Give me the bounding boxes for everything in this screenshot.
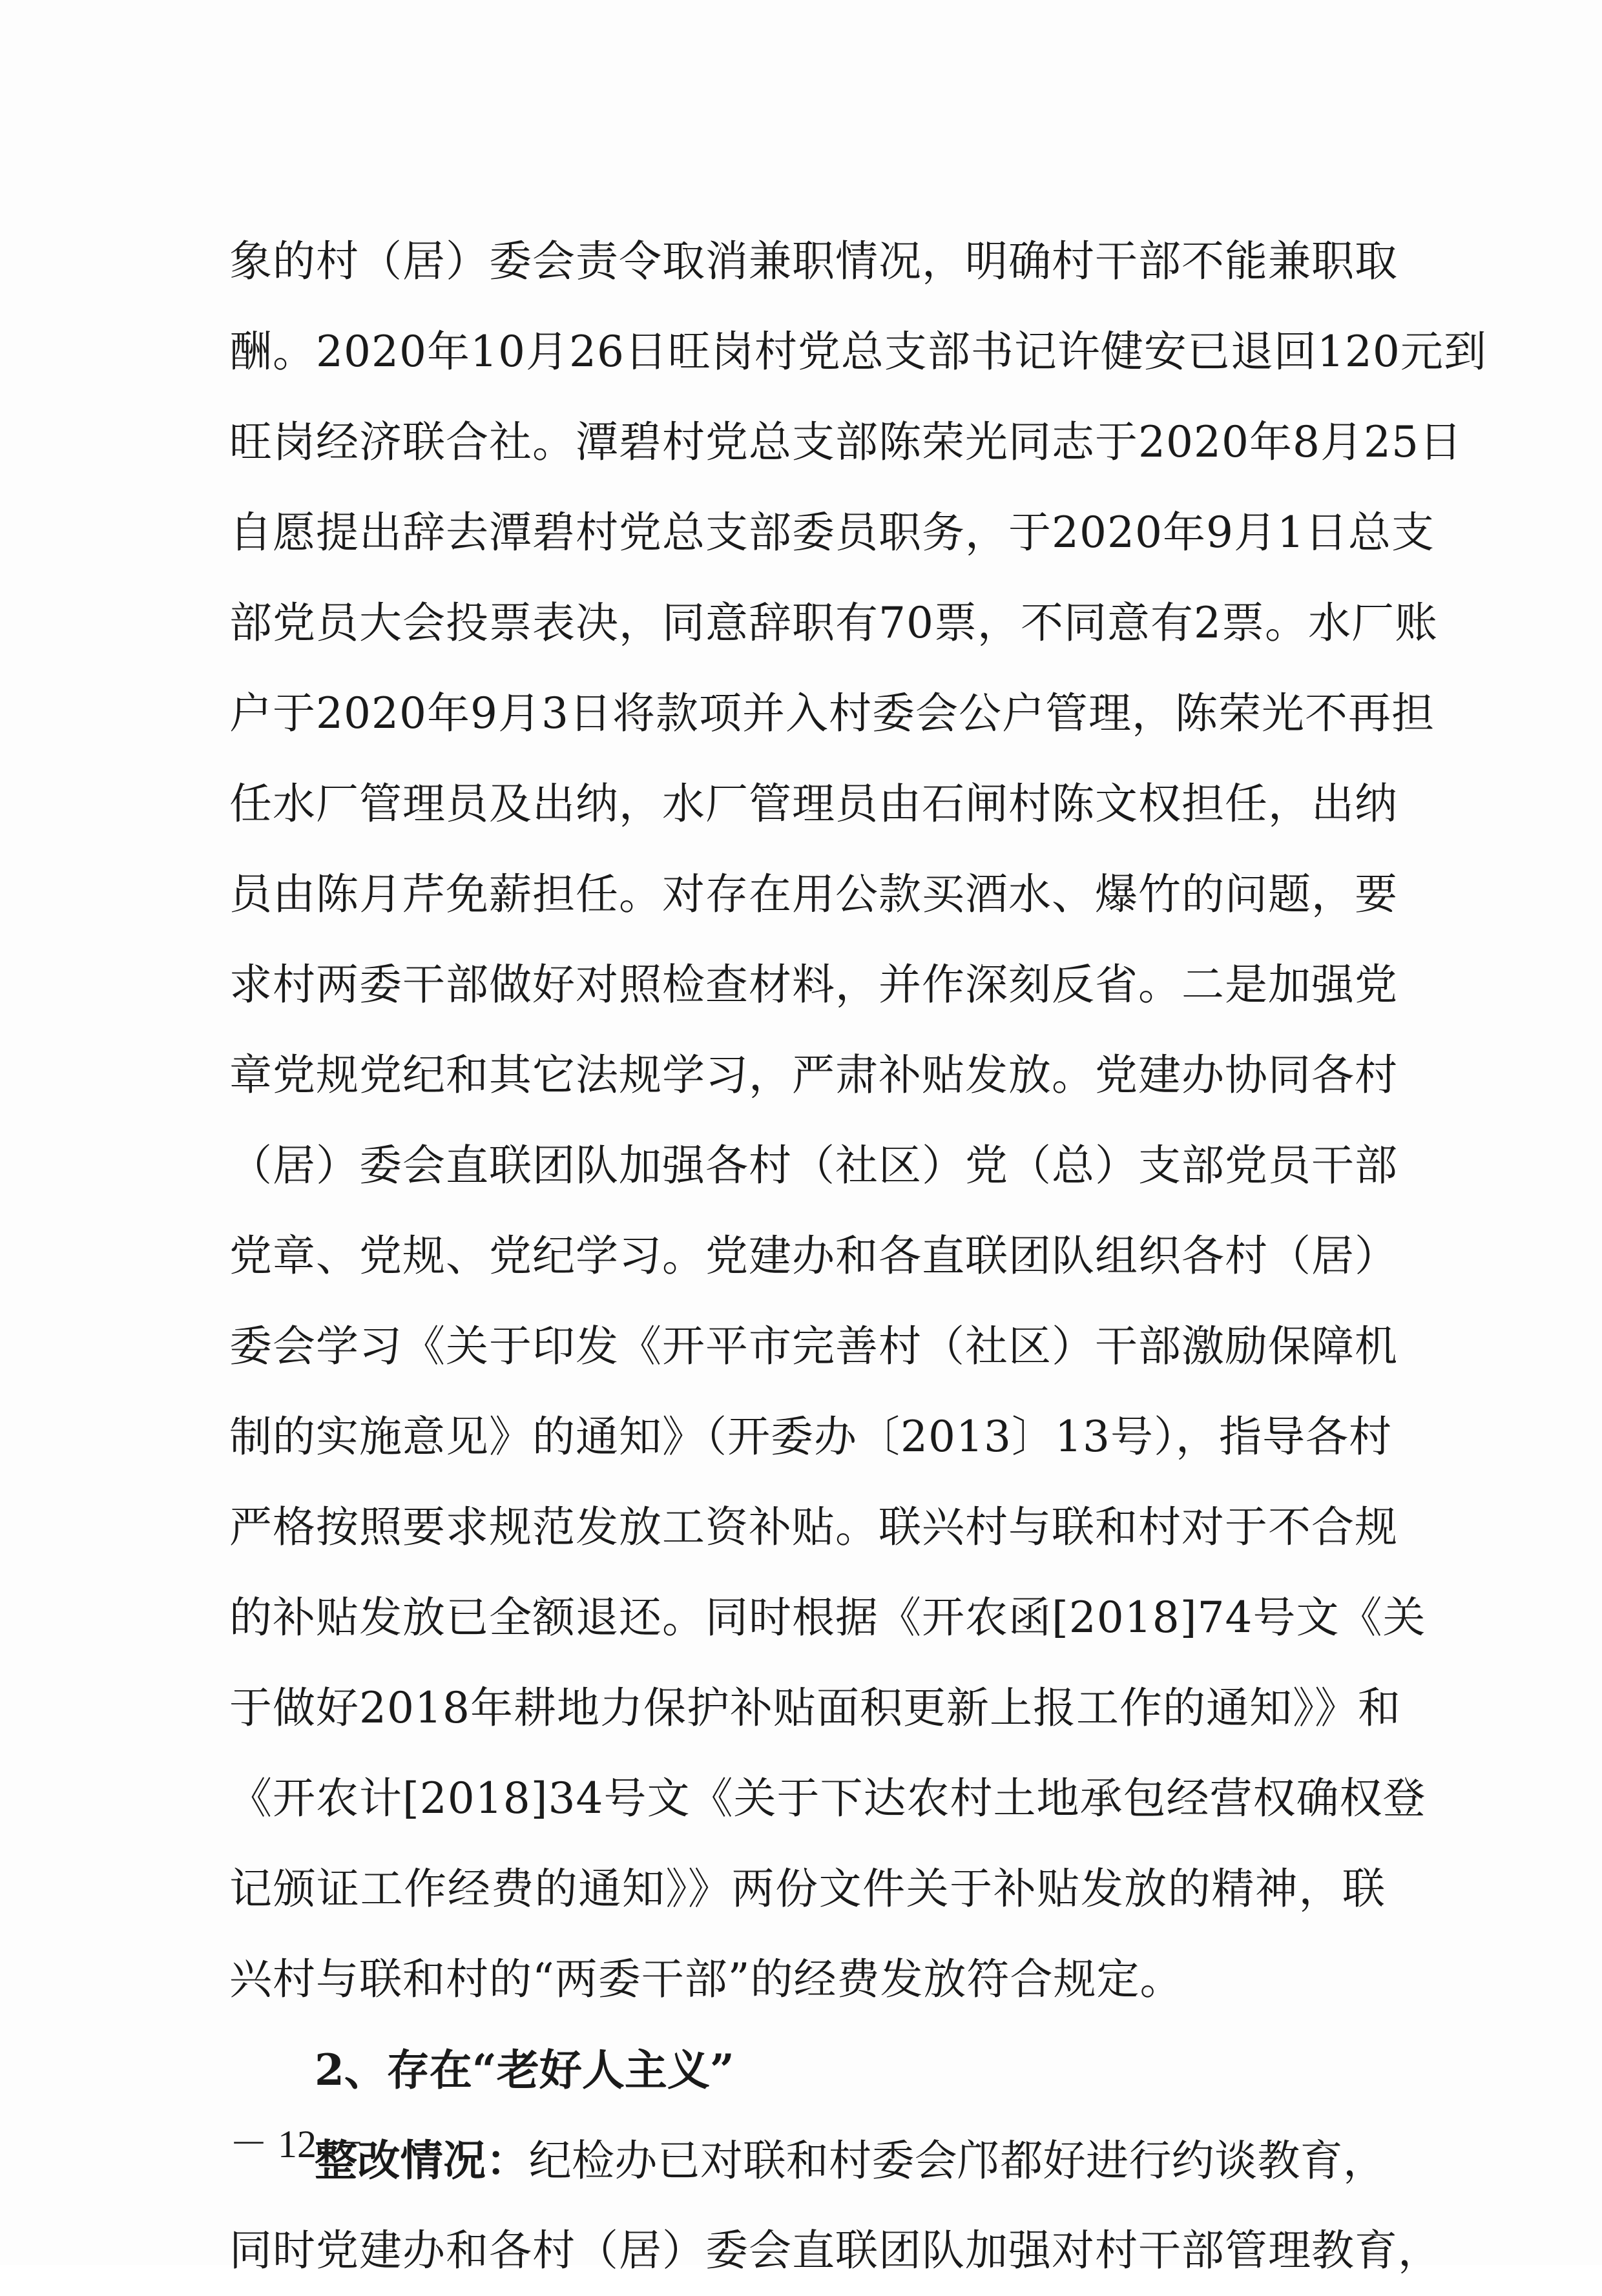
text-line: 兴村与联和村的“两委干部”的经费发放符合规定。 (229, 1954, 1183, 2004)
text-line: 旺岗经济联合社。潭碧村党总支部陈荣光同志于2020年8月25日 (229, 417, 1462, 467)
text-line: 象的村（居）委会责令取消兼职情况，明确村干部不能兼职取 (229, 236, 1398, 286)
page-number: － 12 － (229, 2123, 365, 2166)
rectification-paragraph (229, 2115, 1386, 2206)
rectification-label: 整改情况： (315, 2135, 529, 2186)
body-text (229, 216, 1487, 2296)
text-line: 酬。2020年10月26日旺岗村党总支部书记许健安已退回120元到 (229, 327, 1487, 377)
text-line: 任水厂管理员及出纳，水厂管理员由石闸村陈文权担任，出纳 (229, 779, 1398, 829)
text-line: 员由陈月芹免薪担任。对存在用公款买酒水、爆竹的问题，要 (229, 869, 1398, 919)
rectification-text: 纪检办已对联和村委会邝都好进行约谈教育， (528, 2136, 1386, 2186)
text-line: 制的实施意见》的通知》（开委办〔2013〕13号），指导各村 (229, 1412, 1392, 1462)
text-line: 委会学习《关于印发《开平市完善村（社区）干部激励保障机 (229, 1321, 1398, 1371)
text-line: （居）委会直联团队加强各村（社区）党（总）支部党员干部 (229, 1141, 1398, 1190)
text-line: 记颁证工作经费的通知》》两份文件关于补贴发放的精神，联 (229, 1864, 1386, 1914)
text-line: 户于2020年9月3日将款项并入村委会公户管理，陈荣光不再担 (229, 688, 1435, 738)
text-line: 于做好2018年耕地力保护补贴面积更新上报工作的通知》》和 (229, 1683, 1401, 1733)
text-line: 求村两委干部做好对照检查材料，并作深刻反省。二是加强党 (229, 960, 1398, 1009)
section-heading: 2、存在“老好人主义” (315, 2045, 734, 2095)
text-line: 自愿提出辞去潭碧村党总支部委员职务，于2020年9月1日总支 (229, 508, 1435, 557)
text-line: 的补贴发放已全额退还。同时根据《开农函[2018]74号文《关 (229, 1593, 1426, 1642)
text-line: 同时党建办和各村（居）委会直联团队加强对村干部管理教育， (229, 2226, 1441, 2275)
text-line: 部党员大会投票表决，同意辞职有70票，不同意有2票。水厂账 (229, 598, 1438, 648)
text-line: 党章、党规、党纪学习。党建办和各直联团队组织各村（居） (229, 1231, 1398, 1281)
text-line: 严格按照要求规范发放工资补贴。联兴村与联和村对于不合规 (229, 1502, 1398, 1552)
text-line: 《开农计[2018]34号文《关于下达农村土地承包经营权确权登 (229, 1774, 1426, 1823)
text-line: 章党规党纪和其它法规学习，严肃补贴发放。党建办协同各村 (229, 1050, 1398, 1100)
